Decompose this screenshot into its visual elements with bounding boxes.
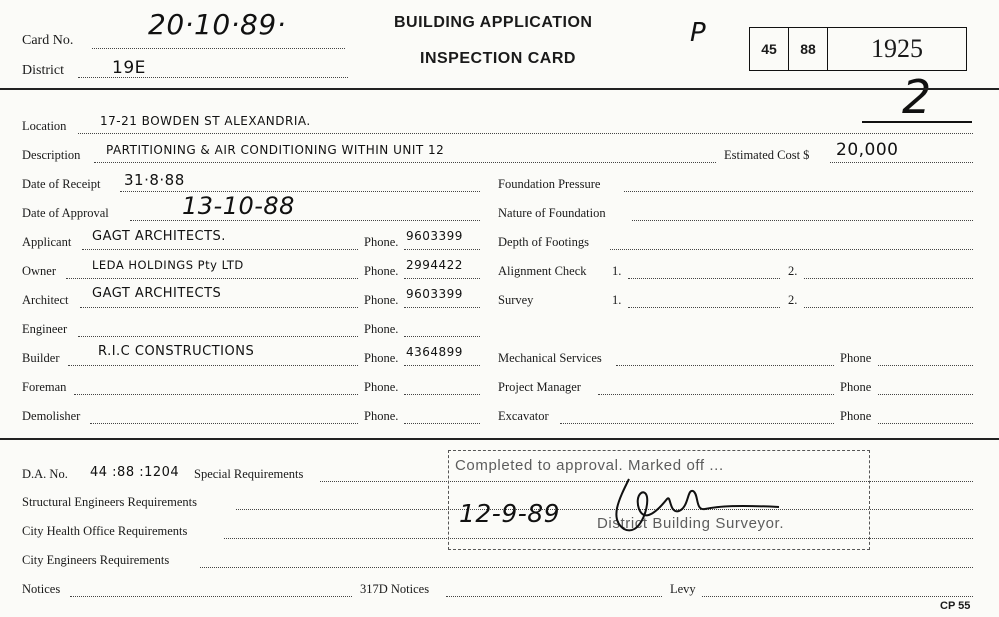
box-1: 45 (750, 28, 789, 70)
date-receipt-value: 31·8·88 (124, 171, 185, 189)
mechanical-dots (616, 365, 834, 366)
city-eng-dots (200, 567, 973, 568)
foreman-dots (74, 394, 358, 395)
builder-dots (68, 365, 358, 366)
engineer-phone-dots (404, 336, 480, 337)
estimated-cost-value: 20,000 (836, 140, 899, 160)
rule-middle (0, 438, 999, 440)
excavator-phone-label: Phone (840, 409, 872, 423)
builder-phone-label: Phone. (364, 351, 399, 365)
architect-label: Architect (22, 293, 69, 307)
applicant-phone-dots (404, 249, 480, 250)
survey-dots2 (804, 307, 973, 308)
applicant-dots (82, 249, 358, 250)
estimated-cost-label: Estimated Cost $ (724, 148, 810, 162)
health-label: City Health Office Requirements (22, 524, 188, 538)
location-value: 17-21 BOWDEN ST ALEXANDRIA. (100, 114, 311, 128)
date-approval-label: Date of Approval (22, 206, 109, 220)
applicant-value: GAGT ARCHITECTS. (92, 229, 226, 244)
description-value: PARTITIONING & AIR CONDITIONING WITHIN UNIT 12 (106, 143, 445, 157)
levy-label: Levy (670, 582, 696, 596)
date-receipt-dots (120, 191, 480, 192)
mechanical-phone-dots (878, 365, 973, 366)
applicant-label: Applicant (22, 235, 72, 249)
project-manager-dots (598, 394, 834, 395)
survey-dots1 (628, 307, 780, 308)
date-receipt-label: Date of Receipt (22, 177, 101, 191)
box-3: 1925 (871, 34, 923, 63)
excavator-dots (560, 423, 834, 424)
architect-phone-label: Phone. (364, 293, 399, 307)
depth-footings-label: Depth of Footings (498, 235, 589, 249)
applicant-phone: 9603399 (406, 229, 463, 243)
survey-label: Survey (498, 293, 534, 307)
estimated-cost-dots (830, 162, 973, 163)
title-line1: BUILDING APPLICATION (394, 14, 593, 31)
alignment-check-num1: 1. (612, 264, 622, 278)
builder-phone-dots (404, 365, 480, 366)
owner-phone-label: Phone. (364, 264, 399, 278)
project-manager-phone-dots (878, 394, 973, 395)
card-no-dots (92, 48, 345, 49)
district-value: 19E (112, 58, 146, 78)
card-no-label: Card No. (22, 33, 74, 48)
da-label: D.A. No. (22, 467, 68, 481)
foreman-label: Foreman (22, 380, 67, 394)
card-no-value: 20·10·89· (148, 8, 287, 41)
depth-footings-dots (610, 249, 973, 250)
owner-label: Owner (22, 264, 57, 278)
rule-top (0, 88, 999, 90)
mechanical-label: Mechanical Services (498, 351, 602, 365)
levy-dots (702, 596, 973, 597)
architect-value: GAGT ARCHITECTS (92, 286, 222, 301)
demolisher-phone-label: Phone. (364, 409, 399, 423)
project-manager-label: Project Manager (498, 380, 581, 394)
builder-phone: 4364899 (406, 345, 463, 359)
architect-phone: 9603399 (406, 287, 463, 301)
approval-stamp (448, 450, 870, 550)
city-eng-label: City Engineers Requirements (22, 553, 170, 567)
demolisher-label: Demolisher (22, 409, 81, 423)
description-dots (94, 162, 716, 163)
alignment-check-label: Alignment Check (498, 264, 587, 278)
signature-icon (589, 469, 789, 539)
file-number-boxes (749, 27, 967, 71)
box-2: 88 (789, 28, 828, 70)
nature-foundation-dots (632, 220, 973, 221)
owner-value: LEDA HOLDINGS Pty LTD (92, 258, 244, 272)
stamp-line2: District Building Surveyor. (597, 515, 785, 532)
builder-label: Builder (22, 351, 60, 365)
district-label: District (22, 63, 64, 78)
demolisher-phone-dots (404, 423, 480, 424)
notices-dots (70, 596, 352, 597)
special-label: Special Requirements (194, 467, 304, 481)
owner-phone-dots (404, 278, 480, 279)
nature-foundation-label: Nature of Foundation (498, 206, 606, 220)
date-approval-value: 13-10-88 (182, 192, 295, 220)
architect-dots (80, 307, 358, 308)
big-number-underline (862, 121, 972, 123)
stamp-date: 12-9-89 (459, 499, 561, 528)
engineer-dots (78, 336, 358, 337)
survey-num1: 1. (612, 293, 622, 307)
survey-num2: 2. (788, 293, 798, 307)
engineer-phone-label: Phone. (364, 322, 399, 336)
alignment-check-num2: 2. (788, 264, 798, 278)
mechanical-phone-label: Phone (840, 351, 872, 365)
foreman-phone-label: Phone. (364, 380, 399, 394)
excavator-label: Excavator (498, 409, 549, 423)
engineer-label: Engineer (22, 322, 68, 336)
builder-value: R.I.C CONSTRUCTIONS (98, 344, 255, 359)
description-label: Description (22, 148, 81, 162)
structural-label: Structural Engineers Requirements (22, 495, 197, 509)
demolisher-dots (90, 423, 358, 424)
notices-label: Notices (22, 582, 61, 596)
alignment-check-dots1 (628, 278, 780, 279)
owner-dots (66, 278, 358, 279)
location-dots (78, 133, 973, 134)
mark-p: P (690, 18, 707, 48)
notices317-label: 317D Notices (360, 582, 430, 596)
title-line2: INSPECTION CARD (420, 50, 576, 67)
project-manager-phone-label: Phone (840, 380, 872, 394)
foundation-pressure-dots (624, 191, 973, 192)
da-value: 44 :88 :1204 (90, 465, 180, 480)
date-approval-dots (130, 220, 480, 221)
form-code: CP 55 (940, 600, 971, 612)
owner-phone: 2994422 (406, 258, 463, 272)
notices317-dots (446, 596, 662, 597)
architect-phone-dots (404, 307, 480, 308)
applicant-phone-label: Phone. (364, 235, 399, 249)
location-label: Location (22, 119, 67, 133)
alignment-check-dots2 (804, 278, 973, 279)
big-number: 2 (902, 70, 932, 124)
foreman-phone-dots (404, 394, 480, 395)
stamp-line1: Completed to approval. Marked off ... (455, 457, 724, 474)
excavator-phone-dots (878, 423, 973, 424)
foundation-pressure-label: Foundation Pressure (498, 177, 601, 191)
